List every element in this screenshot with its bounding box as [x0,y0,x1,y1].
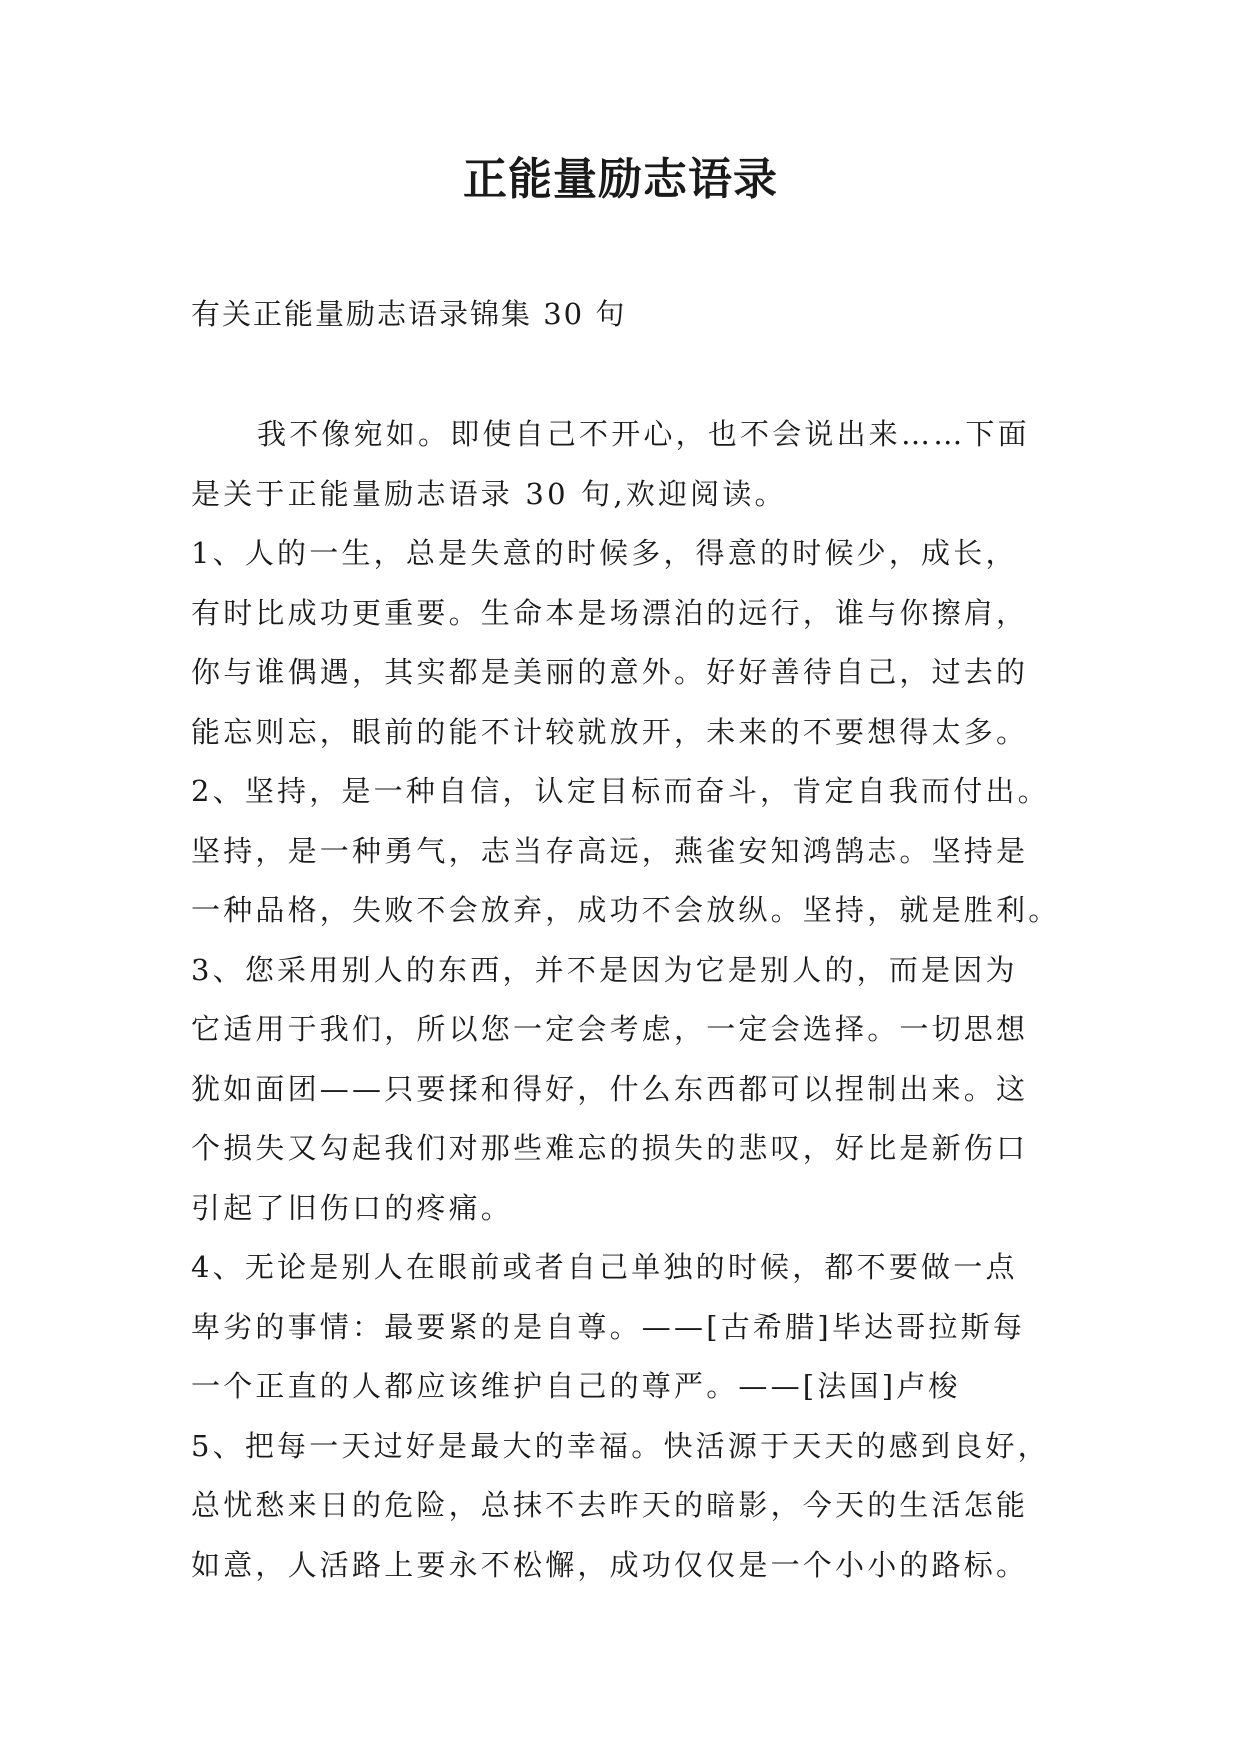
body-line: 卑劣的事情：最要紧的是自尊。——[古希腊]毕达哥拉斯每 [191,1309,1026,1344]
body-line: 引起了旧伤口的疼痛。 [191,1190,514,1225]
body-line: 5、把每一天过好是最大的幸福。快活源于天天的感到良好， [191,1428,1050,1463]
document-body [191,405,1071,1595]
body-line: 我不像宛如。即使自己不开心，也不会说出来……下面 [257,417,1030,451]
body-line: 犹如面团——只要揉和得好，什么东西都可以捏制出来。这 [191,1071,1029,1106]
body-line: 2、坚持，是一种自信，认定目标而奋斗，肯定自我而付出。 [191,774,1050,808]
body-line: 有时比成功更重要。生命本是场漂泊的远行，谁与你擦肩， [191,595,1029,630]
body-line: 一种品格，失败不会放弃，成功不会放纵。坚持，就是胜利。 [191,893,1061,927]
document-subtitle: 有关正能量励志语录锦集 30 句 [191,297,627,331]
body-line: 你与谁偶遇，其实都是美丽的意外。好好善待自己，过去的 [191,655,1029,689]
body-line: 是关于正能量励志语录 30 句,欢迎阅读。 [191,476,787,511]
body-line: 如意，人活路上要永不松懈，成功仅仅是一个小小的路标。 [191,1547,1029,1582]
body-line: 3、您采用别人的东西，并不是因为它是别人的，而是因为 [191,952,1018,987]
body-line: 个损失又勾起我们对那些难忘的损失的悲叹，好比是新伤口 [191,1131,1029,1165]
body-line: 总忧愁来日的危险，总抹不去昨天的暗影，今天的生活怎能 [191,1488,1029,1522]
body-line: 1、人的一生，总是失意的时候多，得意的时候少，成长， [191,536,1018,570]
document-title: 正能量励志语录 [463,154,778,205]
body-line: 4、无论是别人在眼前或者自己单独的时候，都不要做一点 [191,1250,1018,1284]
body-line: 能忘则忘，眼前的能不计较就放开，未来的不要想得太多。 [191,714,1029,749]
body-line: 它适用于我们，所以您一定会考虑，一定会选择。一切思想 [191,1012,1029,1046]
body-line: 坚持，是一种勇气，志当存高远，燕雀安知鸿鹄志。坚持是 [191,833,1029,868]
body-line: 一个正直的人都应该维护自己的尊严。——[法国]卢梭 [191,1369,961,1403]
